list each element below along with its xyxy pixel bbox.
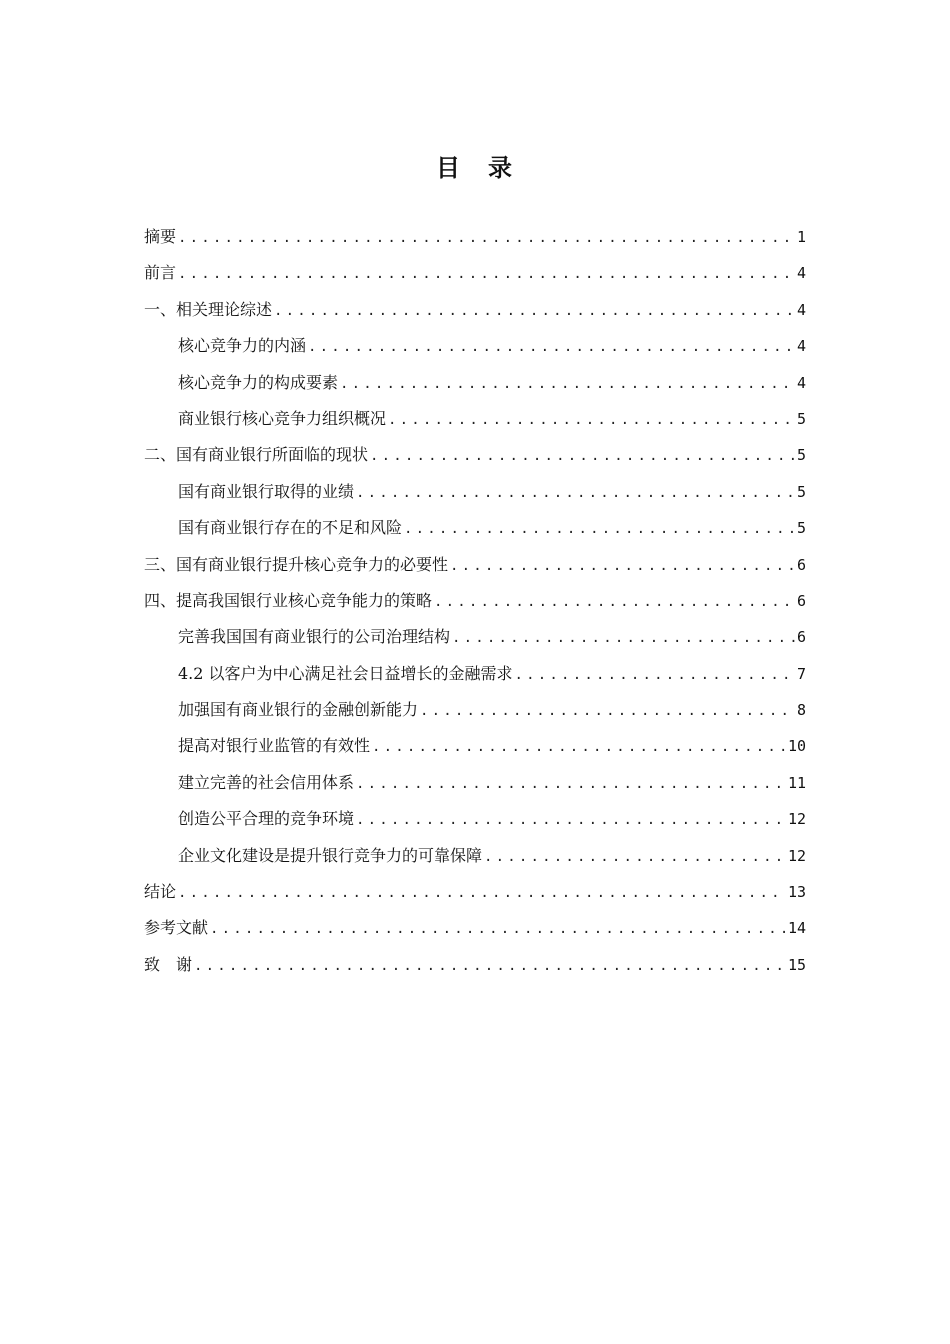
toc-dot-leader [372,739,786,755]
toc-dot-leader [210,921,786,937]
toc-dot-leader [370,448,795,464]
toc-page-number: 4 [796,373,806,392]
toc-dot-leader [194,958,786,974]
toc-dot-leader [178,230,795,246]
toc-entry-label: 加强国有商业银行的金融创新能力 [178,700,419,720]
toc-entry[interactable] [144,224,806,260]
toc-entry-label: 摘要 [144,227,177,246]
toc-page-number: 6 [796,628,806,647]
toc-entry[interactable] [144,406,806,442]
toc-entry-label: 一、相关理论综述 [144,299,273,319]
toc-entry[interactable] [144,442,806,478]
toc-title: 目 录 [436,154,514,182]
toc-entry[interactable] [144,733,806,769]
toc-entry-label: 三、国有商业银行提升核心竞争力的必要性 [144,554,449,574]
toc-dot-leader [356,812,786,828]
toc-page-number: 7 [796,664,806,683]
toc-page-number: 5 [796,519,806,538]
toc-page-number: 12 [787,846,806,865]
toc-page-number: 15 [787,955,806,974]
toc-dot-leader [388,412,795,428]
toc-dot-leader [515,667,795,683]
toc-entry[interactable] [144,515,806,551]
toc-dot-leader [420,703,795,719]
toc-entry[interactable] [144,297,806,333]
toc-entry[interactable] [144,552,806,588]
toc-entry[interactable] [144,697,806,733]
toc-entry[interactable] [144,879,806,915]
toc-entry-label: 提高对银行业监管的有效性 [178,736,371,756]
toc-dot-leader [308,339,795,355]
toc-entry-label: 国有商业银行存在的不足和风险 [178,518,403,538]
toc-dot-leader [274,303,795,319]
toc-entry-label: 完善我国国有商业银行的公司治理结构 [178,627,451,647]
toc-entry-label: 前言 [144,263,177,283]
toc-page-number: 14 [787,919,806,938]
toc-entry-label: 参考文献 [144,918,209,938]
toc-page-number: 4 [796,337,806,356]
toc-entry-label: 核心竞争力的内涵 [178,336,307,356]
toc-entry[interactable] [144,843,806,879]
toc-page-number: 5 [796,446,806,465]
toc-page-number: 6 [796,555,806,574]
toc-dot-leader [340,376,795,392]
toc-dot-leader [450,558,795,574]
toc-entry-label: 建立完善的社会信用体系 [178,772,355,792]
toc-entry-label: 核心竞争力的构成要素 [178,372,339,392]
toc-entry-label: 国有商业银行取得的业绩 [178,481,355,501]
toc-entry[interactable] [144,624,806,660]
toc-page-number: 8 [796,701,806,720]
toc-page-number: 12 [787,810,806,829]
toc-entry-label: 致 谢 [144,954,193,974]
toc-page-number: 11 [787,773,806,792]
toc-entry-label: 二、国有商业银行所面临的现状 [144,445,369,465]
toc-entry-label: 四、提高我国银行业核心竞争能力的策略 [144,590,433,610]
toc-dot-leader [178,266,795,282]
toc-entry[interactable] [144,661,806,697]
toc-entry[interactable] [144,333,806,369]
toc-entry[interactable] [144,370,806,406]
toc-entry[interactable] [144,588,806,624]
toc-entry-label: 结论 [144,882,177,902]
toc-page-number: 5 [796,409,806,428]
toc-page-number: 13 [787,883,806,902]
toc-entry-label: 企业文化建设是提升银行竞争力的可靠保障 [178,845,483,865]
toc-dot-leader [356,776,786,792]
toc-dot-leader [178,885,786,901]
table-of-contents [144,224,806,988]
toc-entry[interactable] [144,915,806,951]
toc-page-number: 4 [796,264,806,283]
toc-dot-leader [484,849,786,865]
toc-page-number: 1 [796,228,806,246]
toc-entry-label: 4.2 以客户为中心满足社会日益增长的金融需求 [178,663,513,683]
toc-page-number: 6 [796,591,806,610]
toc-dot-leader [434,594,795,610]
toc-entry[interactable] [144,260,806,296]
toc-dot-leader [404,521,795,537]
toc-entry[interactable] [144,479,806,515]
toc-dot-leader [452,630,795,646]
toc-page-number: 5 [796,482,806,501]
toc-dot-leader [356,485,795,501]
toc-page-number: 10 [787,737,806,756]
toc-entry[interactable] [144,952,806,988]
toc-page-number: 4 [796,300,806,319]
toc-entry[interactable] [144,806,806,842]
toc-entry-label: 商业银行核心竞争力组织概况 [178,408,387,428]
toc-entry[interactable] [144,770,806,806]
toc-entry-label: 创造公平合理的竞争环境 [178,809,355,829]
